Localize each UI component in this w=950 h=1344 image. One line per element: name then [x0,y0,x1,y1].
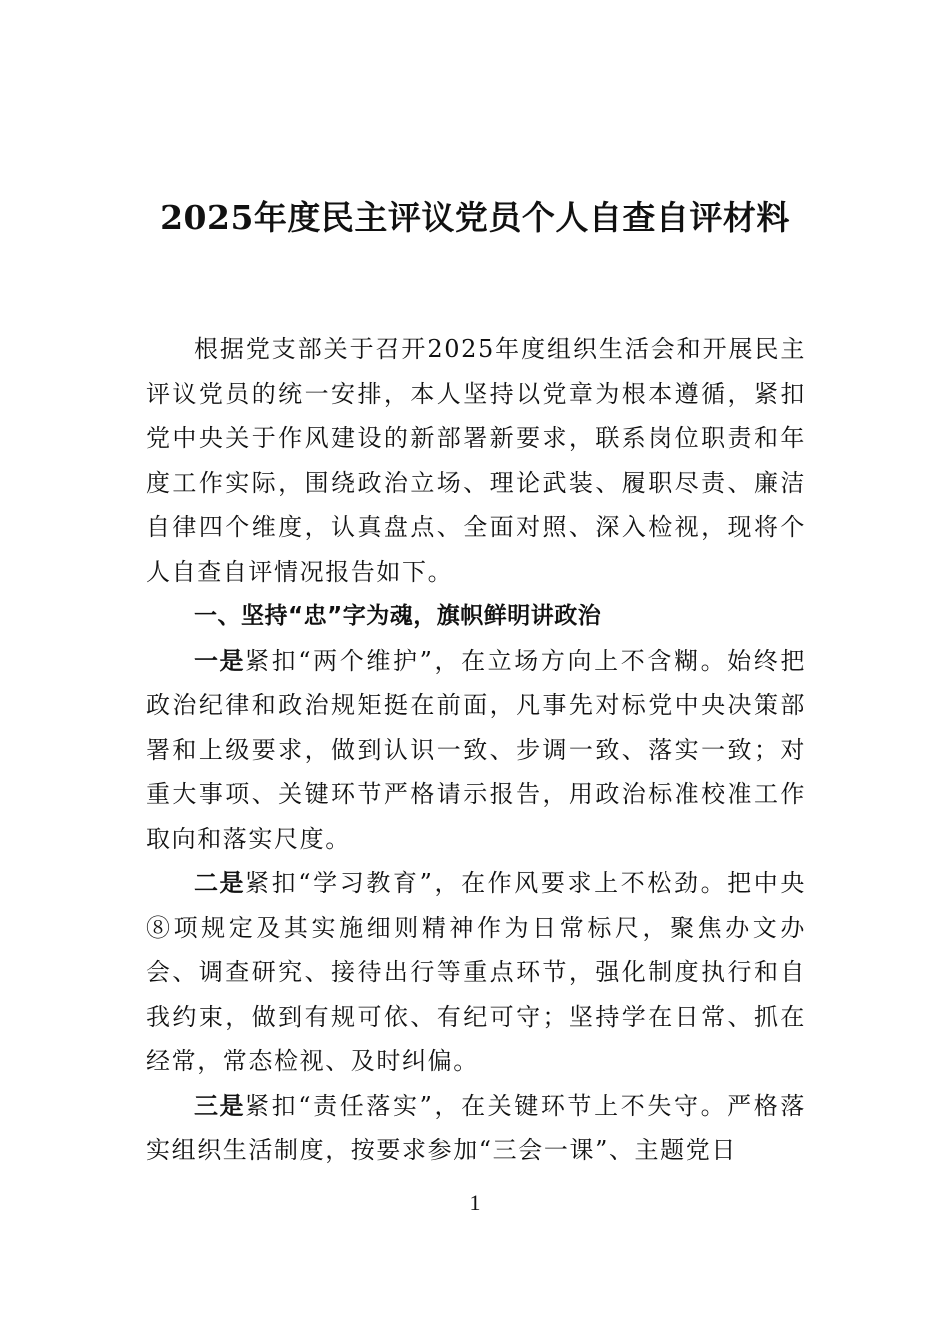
item-text: 紧扣“责任落实”，在关键环节上不失守。严格落实组织生活制度，按要求参加“三会一课”、主题党日 [146,1091,806,1164]
intro-paragraph: 根据党支部关于召开2025年度组织生活会和开展民主评议党员的统一安排，本人坚持以党章为根本遵循，紧扣党中央关于作风建设的新部署新要求，联系岗位职责和年度工作实际，围绕政治立场、理论武装、履职尽责、廉洁自律四个维度，认真盘点、全面对照、深入检视，现将个人自查自评情况报告如下。 [146,335,806,586]
page-number: 1 [469,1190,481,1215]
section-heading-1: 一、坚持“忠”字为魂，旗帜鲜明讲政治 [194,603,602,629]
document-body [146,327,806,1173]
item-lead: 一是 [194,646,246,675]
item-text: 紧扣“学习教育”，在作风要求上不松劲。把中央⑧项规定及其实施细则精神作为日常标尺，聚焦办文办会、调查研究、接待出行等重点环节，强化制度执行和自我约束，做到有规可依、有纪可守；坚持学在日常、抓在经常，常态检视、及时纠偏。 [146,869,806,1075]
section1-item-2 [146,861,806,1084]
item-lead: 三是 [194,1091,246,1120]
item-text: 紧扣“两个维护”，在立场方向上不含糊。始终把政治纪律和政治规矩挺在前面，凡事先对标党中央决策部署和上级要求，做到认识一致、步调一致、落实一致；对重大事项、关键环节严格请示报告，用政治标准校准工作取向和落实尺度。 [146,646,806,853]
section1-item-1 [146,639,806,862]
document-title: 2025年度民主评议党员个人自查自评材料 [160,198,790,237]
item-lead: 二是 [194,869,246,897]
section1-item-3 [146,1084,806,1173]
